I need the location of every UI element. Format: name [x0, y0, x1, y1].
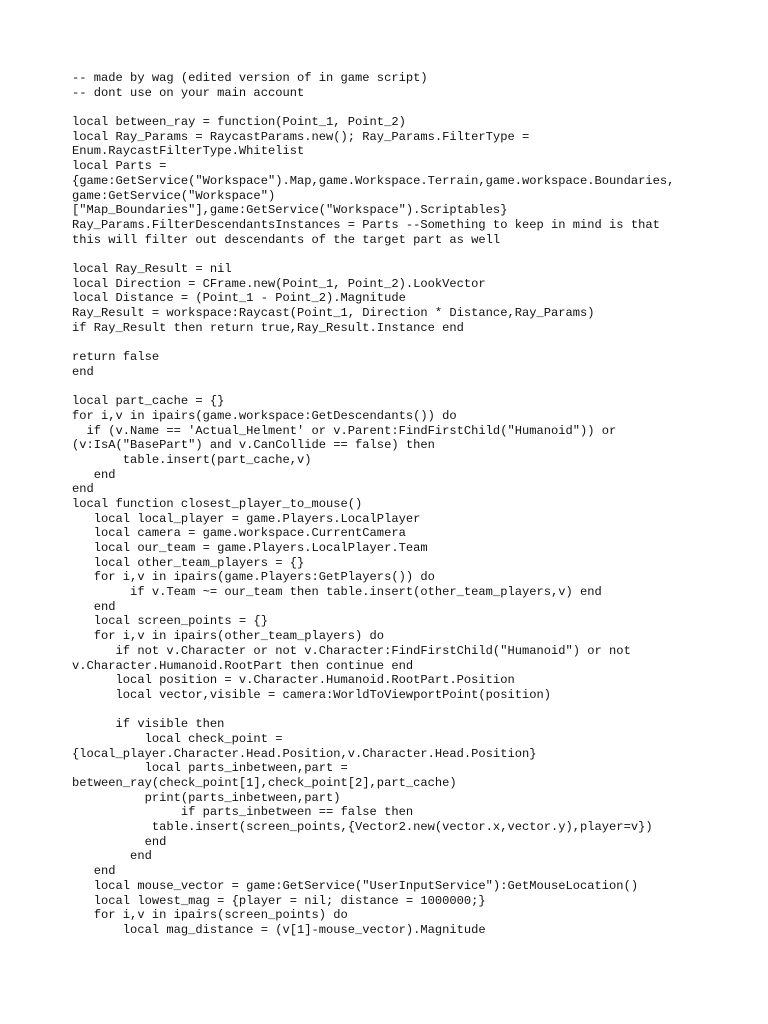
code-line: table.insert(part_cache,v)	[72, 452, 312, 467]
code-line: if (v.Name == 'Actual_Helment' or v.Parent:FindFirstChild("Humanoid")) or	[72, 423, 617, 438]
code-line: if Ray_Result then return true,Ray_Result.Instance end	[72, 320, 464, 335]
code-line: print(parts_inbetween,part)	[72, 790, 341, 805]
code-line: table.insert(screen_points,{Vector2.new(vector.x,vector.y),player=v})	[72, 820, 653, 835]
code-line: Ray_Params.FilterDescendantsInstances = Parts --Something to keep in mind is that	[72, 217, 660, 232]
code-line: end	[72, 599, 116, 614]
code-line: local lowest_mag = {player = nil; distance = 1000000;}	[72, 893, 486, 908]
code-line: for i,v in ipairs(game.workspace:GetDescendants()) do	[72, 408, 457, 423]
code-line: local Parts =	[72, 159, 167, 174]
code-line: if visible then	[72, 717, 225, 732]
code-line: local local_player = game.Players.LocalPlayer	[72, 511, 421, 526]
code-line: this will filter out descendants of the target part as well	[72, 232, 501, 247]
code-line: local screen_points = {}	[72, 614, 268, 629]
code-line: end	[72, 834, 167, 849]
code-line: local between_ray = function(Point_1, Point_2)	[72, 115, 406, 130]
code-line: Enum.RaycastFilterType.Whitelist	[72, 144, 305, 159]
code-line: end	[72, 364, 94, 379]
code-line: if v.Team ~= our_team then table.insert(other_team_players,v) end	[72, 585, 602, 600]
code-line	[72, 379, 762, 394]
code-line: local camera = game.workspace.CurrentCamera	[72, 526, 406, 541]
code-line	[72, 100, 762, 115]
code-line: end	[72, 467, 116, 482]
code-line: local mag_distance = (v[1]-mouse_vector).Magnitude	[72, 922, 486, 937]
code-line	[72, 703, 762, 718]
code-line: {local_player.Character.Head.Position,v.Character.Head.Position}	[72, 746, 537, 761]
code-line: local other_team_players = {}	[72, 555, 305, 570]
code-line: -- dont use on your main account	[72, 85, 305, 100]
code-line: end	[72, 864, 116, 879]
code-line: Ray_Result = workspace:Raycast(Point_1, Direction * Distance,Ray_Params)	[72, 306, 595, 320]
code-line: local Distance = (Point_1 - Point_2).Magnitude	[72, 291, 406, 306]
code-line: local Ray_Params = RaycastParams.new(); Ray_Params.FilterType =	[72, 129, 530, 144]
code-line: return false	[72, 350, 160, 365]
document-page	[72, 71, 762, 938]
code-line: local part_cache = {}	[72, 394, 225, 409]
code-line: local parts_inbetween,part =	[72, 761, 348, 776]
code-line: for i,v in ipairs(screen_points) do	[72, 908, 348, 923]
code-line: end	[72, 849, 152, 864]
code-line: {game:GetService("Workspace").Map,game.Workspace.Terrain,game.workspace.Boundaries,	[72, 173, 675, 188]
code-line: local mouse_vector = game:GetService("UserInputService"):GetMouseLocation()	[72, 878, 639, 893]
code-line: for i,v in ipairs(game.Players:GetPlayers()) do	[72, 570, 435, 585]
code-line: local our_team = game.Players.LocalPlayer.Team	[72, 541, 428, 555]
code-line: -- made by wag (edited version of in game script)	[72, 71, 428, 85]
code-line: between_ray(check_point[1],check_point[2],part_cache)	[72, 776, 457, 790]
code-line: v.Character.Humanoid.RootPart then continue end	[72, 658, 414, 673]
code-line: local vector,visible = camera:WorldToViewportPoint(position)	[72, 687, 551, 702]
code-line: local function closest_player_to_mouse()	[72, 496, 363, 511]
code-line: local Ray_Result = nil	[72, 261, 232, 276]
code-line	[72, 247, 762, 262]
code-line: game:GetService("Workspace")	[72, 188, 276, 203]
code-line: local check_point =	[72, 731, 283, 746]
code-line: ["Map_Boundaries"],game:GetService("Workspace").Scriptables}	[72, 203, 508, 218]
code-line: end	[72, 482, 94, 497]
code-line: local Direction = CFrame.new(Point_1, Point_2).LookVector	[72, 276, 486, 291]
code-line: if not v.Character or not v.Character:FindFirstChild("Humanoid") or not	[72, 643, 631, 658]
code-line: local position = v.Character.Humanoid.RootPart.Position	[72, 673, 515, 688]
code-line	[72, 335, 762, 350]
code-line: for i,v in ipairs(other_team_players) do	[72, 629, 385, 644]
code-line: (v:IsA("BasePart") and v.CanCollide == false) then	[72, 438, 435, 453]
code-line: if parts_inbetween == false then	[72, 805, 414, 820]
